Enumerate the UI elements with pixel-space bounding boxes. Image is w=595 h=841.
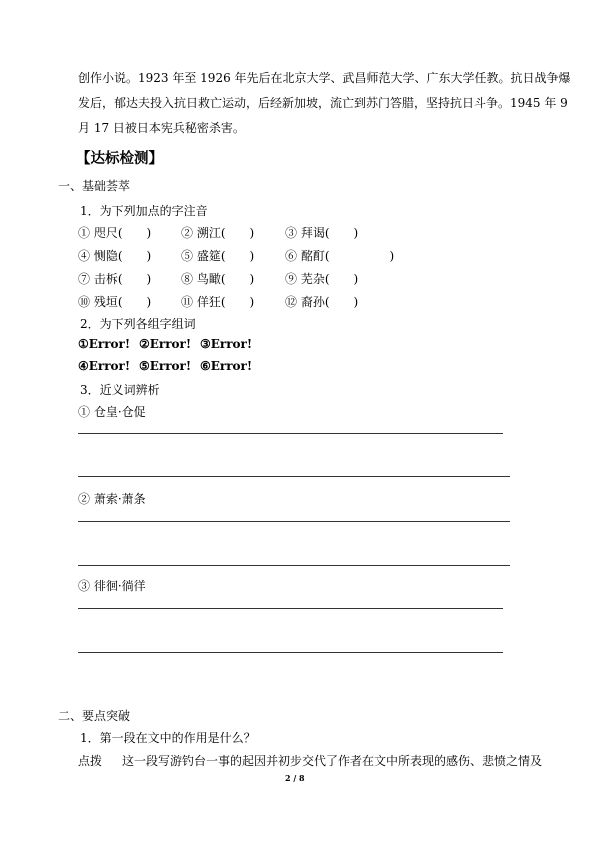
q2-item: ③Error! xyxy=(200,337,253,351)
q1-item: ③ 拜谒( ) xyxy=(285,226,359,240)
q1-item: ⑫ 裔孙( ) xyxy=(285,295,359,309)
answer-line[interactable] xyxy=(78,476,510,477)
q2-item: ⑤Error! xyxy=(139,359,192,373)
q1-item: ⑩ 残垣( ) xyxy=(78,295,152,309)
q1-item: ④ 恻隐( ) xyxy=(78,249,152,263)
answer-line[interactable] xyxy=(78,565,510,566)
part2-q1: 1．第一段在文中的作用是什么？ xyxy=(80,731,256,745)
q1-item: ⑦ 击柝( ) xyxy=(78,272,152,286)
q2-item: ④Error! xyxy=(78,359,131,373)
answer-line[interactable] xyxy=(78,433,503,434)
q1-item: ⑥ 酩酊( ) xyxy=(285,249,395,263)
q2-title: 2．为下列各组字组词 xyxy=(80,317,196,331)
q1-item: ⑧ 鸟瞰( ) xyxy=(181,272,255,286)
q1-item: ② 溯江( ) xyxy=(181,226,255,240)
q2-item: ①Error! xyxy=(78,337,131,351)
q1-item: ① 咫尺( ) xyxy=(78,226,152,240)
answer-line[interactable] xyxy=(78,521,510,522)
section-title: 【达标检测】 xyxy=(76,151,163,167)
part1-title: 一、基础荟萃 xyxy=(58,179,131,193)
part2-title: 二、要点突破 xyxy=(58,709,131,723)
q3-item-1: ① 仓皇·仓促 xyxy=(78,405,146,419)
q3-title: 3．近义词辨析 xyxy=(80,383,160,397)
q3-item-3: ③ 徘徊·徜徉 xyxy=(78,579,146,593)
q2-item: ⑥Error! xyxy=(200,359,253,373)
hint-text: 这一段写游钓台一事的起因并初步交代了作者在文中所表现的感伤、悲愤之情及 xyxy=(122,754,543,768)
page-number: 2 / 8 xyxy=(285,773,305,783)
intro-line-1: 创作小说。1923 年至 1926 年先后在北京大学、武昌师范大学、广东大学任教。抗日战争爆 xyxy=(78,71,571,85)
hint-label: 点拨 xyxy=(78,754,103,768)
q3-item-2: ② 萧索·萧条 xyxy=(78,492,146,506)
q1-item: ⑨ 芜杂( ) xyxy=(285,272,359,286)
q1-title: 1．为下列加点的字注音 xyxy=(80,204,208,218)
answer-line[interactable] xyxy=(78,608,503,609)
q1-item: ⑪ 佯狂( ) xyxy=(181,295,255,309)
intro-line-2: 发后，郁达夫投入抗日救亡运动，后经新加坡，流亡到苏门答腊，坚持抗日斗争。1945 年 9 xyxy=(78,96,568,110)
answer-line[interactable] xyxy=(78,652,503,653)
intro-line-3: 月 17 日被日本宪兵秘密杀害。 xyxy=(78,121,245,135)
q1-item: ⑤ 盛筵( ) xyxy=(181,249,255,263)
q2-item: ②Error! xyxy=(139,337,192,351)
